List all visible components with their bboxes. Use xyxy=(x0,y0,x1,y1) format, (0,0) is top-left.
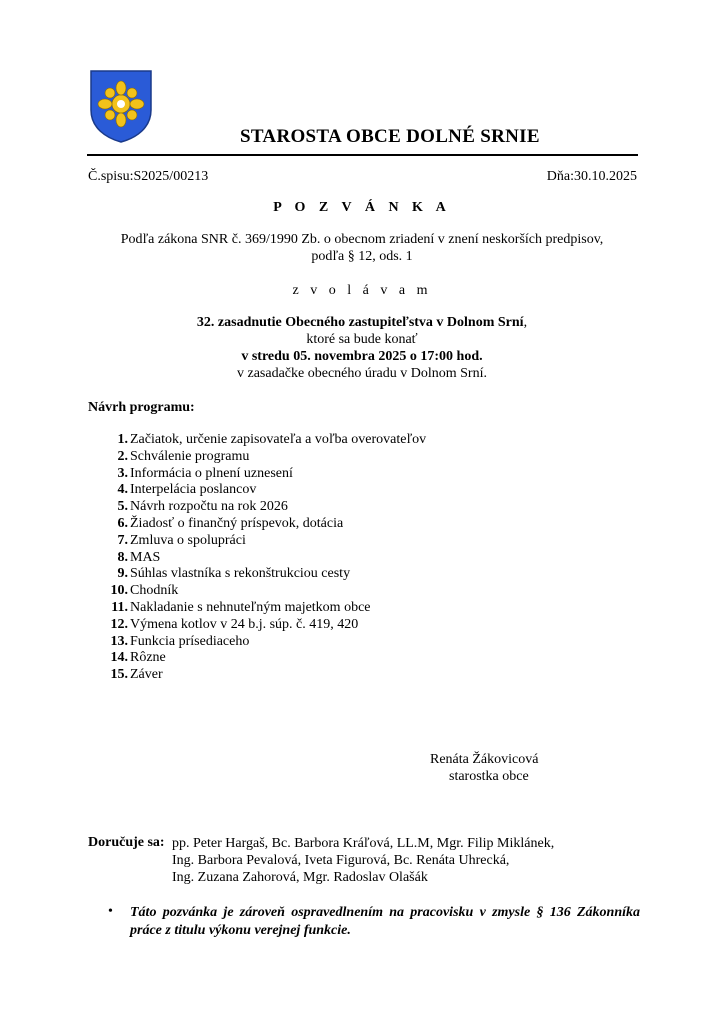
law-line-1: Podľa zákona SNR č. 369/1990 Zb. o obecnom zriadení v znení neskorších predpisov, xyxy=(120,232,604,247)
list-item: 9. Súhlas vlastníka s rekonštrukciou cesty xyxy=(117,566,351,582)
signature-role: starostka obce xyxy=(449,769,529,784)
page-title: STAROSTA OBCE DOLNÉ SRNIE xyxy=(240,126,540,147)
recipient-line: pp. Peter Hargaš, Bc. Barbora Kráľová, LL.M, Mgr. Filip Miklánek, xyxy=(172,836,555,851)
session-line-2: ktoré sa bude konať xyxy=(306,332,418,347)
program-title: Návrh programu: xyxy=(88,400,195,415)
invitation-title: P O Z V Á N K A xyxy=(273,200,451,215)
list-item: 10. Chodník xyxy=(110,583,179,599)
session-line-1 xyxy=(60,315,664,331)
list-item: 8. MAS xyxy=(117,549,161,565)
law-line-2: podľa § 12, ods. 1 xyxy=(311,249,413,264)
delivery-recipients xyxy=(172,835,554,886)
list-item: 11. Nakladanie s nehnuteľným majetkom obce xyxy=(111,599,371,615)
list-item: 13. Funkcia prísediaceho xyxy=(110,633,250,649)
signature-name: Renáta Žákovicová xyxy=(430,752,539,767)
list-item: 4. Interpelácia poslancov xyxy=(117,482,257,498)
header-divider xyxy=(87,154,638,156)
list-item: 1. Začiatok, určenie zapisovateľa a voľba overovateľov xyxy=(117,432,427,447)
list-item: 7. Zmluva o spolupráci xyxy=(117,532,246,548)
session-name-suffix: , xyxy=(523,315,528,330)
session-datetime: v stredu 05. novembra 2025 o 17:00 hod. xyxy=(241,349,483,364)
session-location: v zasadačke obecného úradu v Dolnom Srní. xyxy=(237,366,487,381)
list-item: 5. Návrh rozpočtu na rok 2026 xyxy=(117,499,288,515)
list-item: 2. Schválenie programu xyxy=(117,448,250,464)
list-item: 14. Rôzne xyxy=(110,650,166,666)
document-date: Dňa:30.10.2025 xyxy=(546,169,637,184)
agenda-list xyxy=(88,432,426,684)
excuse-note: Táto pozvánka je zároveň ospravedlnením na pracovisku v zmysle § 136 Zákonníka práce z titulu výkonu verejnej funkcie. xyxy=(130,905,640,938)
coat-of-arms-icon xyxy=(88,68,154,144)
list-item: 6. Žiadosť o finančný príspevok, dotácia xyxy=(117,515,344,531)
convene-text: z v o l á v a m xyxy=(292,283,432,298)
list-item: 3. Informácia o plnení uznesení xyxy=(117,465,293,481)
bullet-icon: • xyxy=(108,904,113,919)
list-item: 15. Záver xyxy=(110,667,163,683)
recipient-line: Ing. Barbora Pevalová, Iveta Figurová, Bc. Renáta Uhrecká, xyxy=(172,853,510,868)
file-number: Č.spisu:S2025/00213 xyxy=(88,169,209,184)
delivery-label: Doručuje sa: xyxy=(88,835,165,850)
recipient-line: Ing. Zuzana Zahorová, Mgr. Radoslav Olašák xyxy=(172,870,428,885)
session-name: 32. zasadnutie Obecného zastupiteľstva v Dolnom Srní xyxy=(196,315,524,330)
list-item: 12. Výmena kotlov v 24 b.j. súp. č. 419, 420 xyxy=(110,616,359,632)
